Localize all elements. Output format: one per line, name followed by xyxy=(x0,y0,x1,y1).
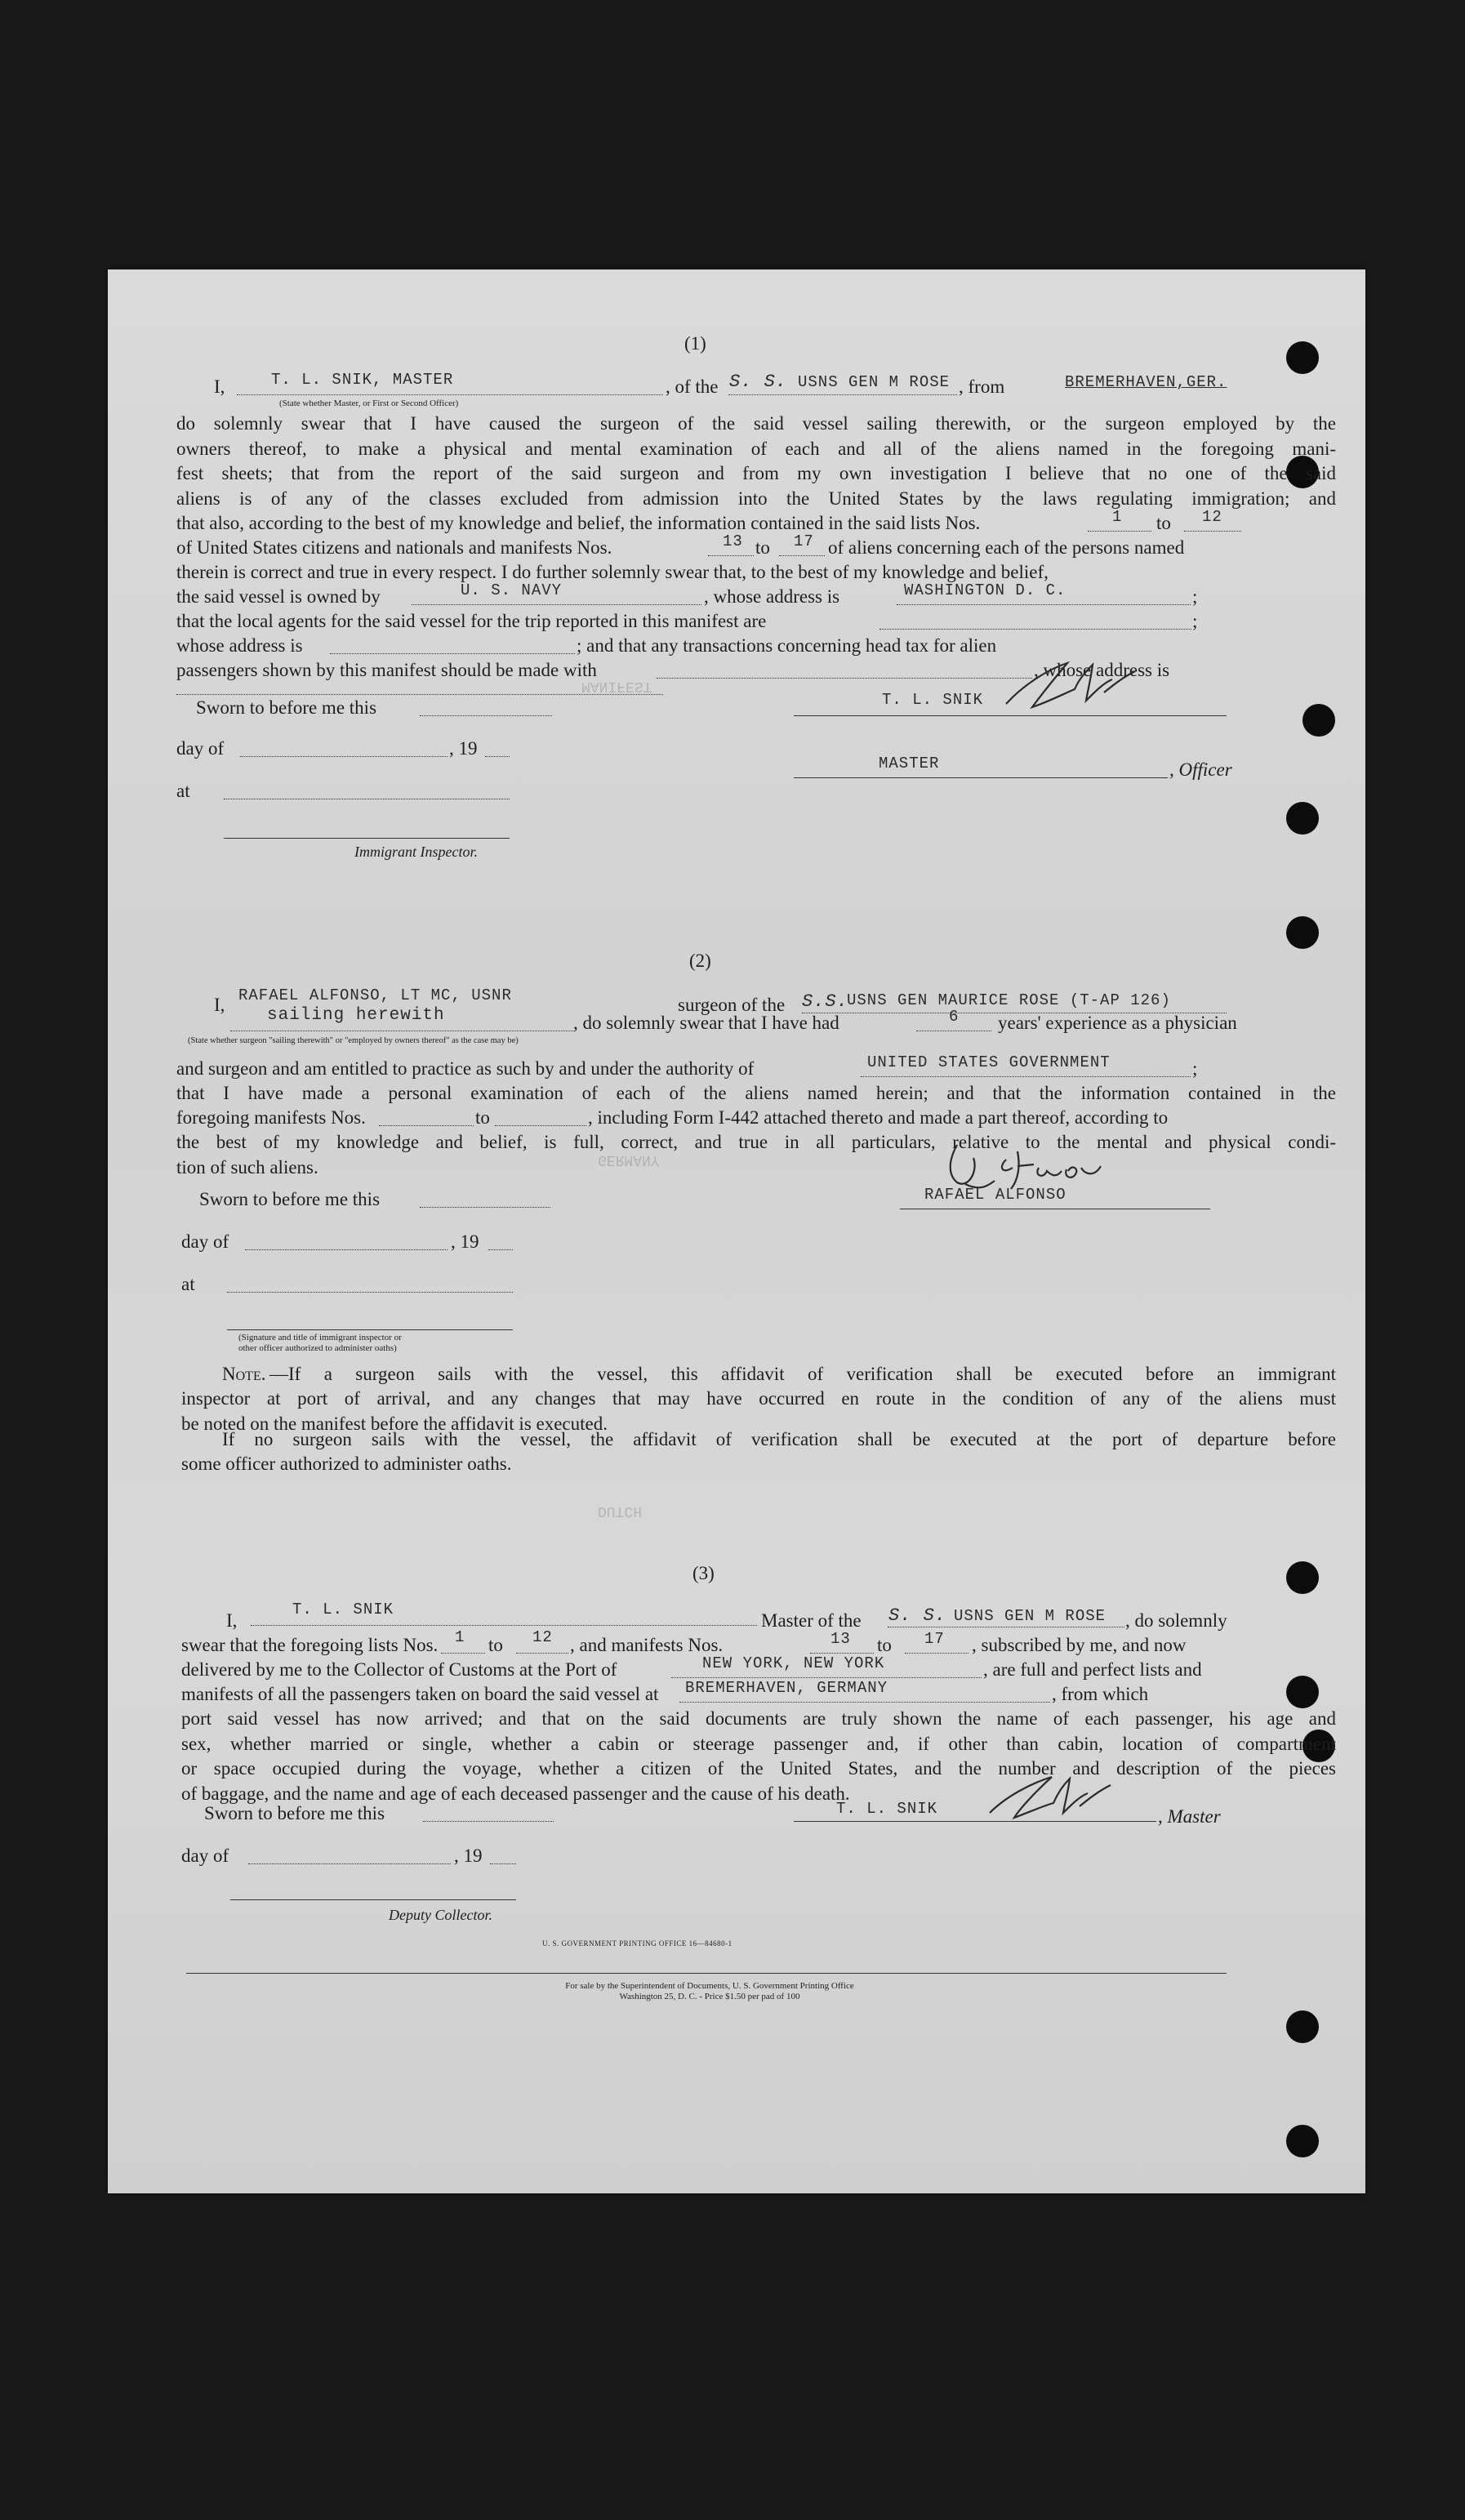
fill-line xyxy=(412,604,701,605)
fill-line xyxy=(488,1249,513,1250)
ss-mark: S. S. xyxy=(888,1605,947,1626)
sig-caption: other officer authorized to administer oaths) xyxy=(238,1343,397,1353)
oath-line: whose address is xyxy=(176,635,303,656)
oath-line: that the local agents for the said vessel for the trip reported in this manifest are xyxy=(176,611,767,631)
ss-mark: S.S. xyxy=(802,991,848,1012)
fill-line xyxy=(1184,531,1241,532)
manifests-to-field: 17 xyxy=(794,532,814,550)
oath-line: , whose address is xyxy=(704,586,840,607)
oath-line: foregoing manifests Nos. xyxy=(176,1107,366,1128)
i-prefix: I, xyxy=(214,995,225,1015)
manifests-to-field: 17 xyxy=(924,1630,945,1648)
vessel-name-field: USNS GEN M ROSE xyxy=(798,373,951,391)
oath-line: the best of my knowledge and belief, is full, correct, and true in all particulars, relative to the mental and physical condi- xyxy=(176,1132,1336,1152)
binder-hole xyxy=(1286,2010,1319,2043)
master-name-field: T. L. SNIK, MASTER xyxy=(271,371,454,389)
manifest-page xyxy=(108,269,1365,2193)
fill-line xyxy=(420,715,552,716)
fill-line xyxy=(176,694,663,695)
fill-line xyxy=(879,629,1191,630)
footer-rule xyxy=(186,1973,1227,1974)
lists-from-field: 1 xyxy=(1112,508,1123,526)
bleed-through-mark: DUTCH xyxy=(598,1503,643,1519)
port-field: NEW YORK, NEW YORK xyxy=(702,1654,885,1672)
day-of-label: day of xyxy=(176,738,225,759)
officer-label: , Officer xyxy=(1169,759,1232,780)
binder-hole xyxy=(1286,2125,1319,2157)
master-label: , Master xyxy=(1158,1806,1221,1827)
sworn-label: Sworn to before me this xyxy=(199,1189,381,1209)
deputy-label: Deputy Collector. xyxy=(389,1907,492,1923)
master-signer-typed: T. L. SNIK xyxy=(836,1800,938,1818)
year-label: , 19 xyxy=(454,1845,483,1866)
master-signature xyxy=(990,653,1145,719)
oath-line: tion of such aliens. xyxy=(176,1156,318,1178)
fill-line xyxy=(708,555,754,556)
bleed-through-mark: GERMANY xyxy=(598,1151,660,1168)
inspector-label: Immigrant Inspector. xyxy=(354,844,478,860)
sworn-label: Sworn to before me this xyxy=(204,1803,385,1823)
do-solemnly-label: , do solemnly xyxy=(1125,1610,1227,1631)
oath-paragraph xyxy=(176,1130,1336,1180)
fill-line xyxy=(240,756,448,757)
fill-line xyxy=(728,394,957,395)
note-label: Note. xyxy=(222,1364,266,1384)
surgeon-caption: (State whether surgeon "sailing therewith" or "employed by owners thereof" as the case may be) xyxy=(188,1036,519,1045)
master-signature xyxy=(957,1764,1120,1829)
surgeon-status-field: sailing herewith xyxy=(267,1006,445,1025)
to-word: to xyxy=(755,537,770,558)
oath-line: sex, whether married or single, whether a cabin or steerage passenger and, if other than cabin, location of compartment xyxy=(181,1733,1336,1754)
to-word: to xyxy=(488,1635,503,1655)
oath-paragraph xyxy=(176,1081,1336,1106)
fill-line xyxy=(441,1653,485,1654)
fill-line xyxy=(861,1076,1191,1077)
section-number: (3) xyxy=(692,1563,715,1583)
binder-hole xyxy=(1286,802,1319,835)
section-number: (2) xyxy=(689,951,711,971)
day-of-label: day of xyxy=(181,1845,229,1866)
fill-line xyxy=(420,1207,550,1208)
fill-line xyxy=(657,678,1032,679)
signer-title-field: MASTER xyxy=(879,755,940,772)
oath-line: , do solemnly swear that I have had xyxy=(573,1013,839,1033)
oath-line: of United States citizens and nationals and manifests Nos. xyxy=(176,537,612,558)
signature-line xyxy=(227,1329,513,1330)
oath-line: , whose address is xyxy=(1034,660,1170,680)
oath-line: to xyxy=(475,1107,490,1128)
of-the-label: , of the xyxy=(666,376,719,397)
binder-hole xyxy=(1286,1676,1319,1708)
day-of-label: day of xyxy=(181,1231,229,1252)
oath-line: and surgeon and am entitled to practice as such by and under the authority of xyxy=(176,1058,755,1079)
fill-line xyxy=(679,1702,1050,1703)
fill-line xyxy=(490,1863,516,1864)
fill-line xyxy=(779,555,825,556)
lists-to-field: 12 xyxy=(532,1628,553,1646)
section-number: (1) xyxy=(684,333,706,354)
oath-line: that also, according to the best of my knowledge and belief, the information contained in the said lists Nos. xyxy=(176,513,981,533)
vessel-name-field: USNS GEN MAURICE ROSE (T-AP 126) xyxy=(847,991,1171,1009)
oath-paragraph xyxy=(176,412,1336,511)
years-field: 6 xyxy=(949,1008,960,1026)
owner-field: U. S. NAVY xyxy=(461,581,563,599)
surgeon-signer-typed: RAFAEL ALFONSO xyxy=(924,1186,1066,1204)
authority-field: UNITED STATES GOVERNMENT xyxy=(867,1053,1111,1071)
sale-notice: For sale by the Superintendent of Documents, U. S. Government Printing Office xyxy=(565,1981,854,1991)
oath-line: delivered by me to the Collector of Customs at the Port of xyxy=(181,1659,617,1680)
oath-line: of aliens concerning each of the persons named xyxy=(828,537,1185,558)
fill-line xyxy=(227,1292,513,1293)
to-word: to xyxy=(877,1635,892,1655)
lists-from-field: 1 xyxy=(455,1628,465,1646)
embark-port-field: BREMERHAVEN, GERMANY xyxy=(685,1679,888,1697)
i-prefix: I, xyxy=(214,376,225,397)
fill-line xyxy=(1088,531,1151,532)
oath-line: port said vessel has now arrived; and that on the said documents are truly shown the name of each passenger, his age and xyxy=(181,1708,1336,1729)
note-line: inspector at port of arrival, and any changes that may have occurred en route in the condition of any of the aliens must xyxy=(181,1388,1336,1409)
oath-line: therein is correct and true in every respect. I do further solemnly swear that, to the best of my knowledge and belief, xyxy=(176,562,1049,582)
gpo-imprint: U. S. GOVERNMENT PRINTING OFFICE 16—84680-1 xyxy=(542,1939,732,1948)
oath-line: the said vessel is owned by xyxy=(176,586,381,607)
fill-line xyxy=(330,653,575,654)
oath-line: , are full and perfect lists and xyxy=(983,1659,1202,1680)
signature-line xyxy=(224,838,510,839)
note-line: If no surgeon sails with the vessel, the affidavit of verification shall be executed at the port of departure before xyxy=(222,1429,1336,1449)
fill-line xyxy=(379,1125,474,1126)
oath-line: ; and that any transactions concerning head tax for alien xyxy=(577,635,997,656)
oath-line: aliens is of any of the classes excluded from admission into the United States by the laws regulating immigration; and xyxy=(176,488,1336,509)
fill-line xyxy=(251,1625,757,1626)
title-caption: (State whether Master, or First or Second Officer) xyxy=(279,398,459,408)
oath-paragraph xyxy=(181,1707,1336,1806)
fill-line xyxy=(485,756,510,757)
binder-hole xyxy=(1286,1561,1319,1594)
binder-hole xyxy=(1286,916,1319,949)
fill-line xyxy=(810,1653,874,1654)
oath-line: owners thereof, to make a physical and mental examination of each and all of the aliens named in the foregoing mani- xyxy=(176,438,1336,459)
oath-line: that I have made a personal examination of each of the aliens named herein; and that the information contained in the xyxy=(176,1083,1336,1103)
oath-line: manifests of all the passengers taken on board the said vessel at xyxy=(181,1684,659,1704)
fill-line xyxy=(905,1653,969,1654)
oath-line: or space occupied during the voyage, whether a citizen of the United States, and the number and description of the pieces xyxy=(181,1758,1336,1779)
from-port-field: BREMERHAVEN,GER. xyxy=(1065,373,1227,391)
semicolon: ; xyxy=(1192,1058,1198,1079)
sworn-label: Sworn to before me this xyxy=(196,697,377,718)
semicolon: ; xyxy=(1192,586,1198,607)
fill-line xyxy=(897,604,1191,605)
fill-line xyxy=(516,1653,568,1654)
fill-line xyxy=(495,1125,586,1126)
oath-line: , and manifests Nos. xyxy=(570,1635,724,1655)
year-label: , 19 xyxy=(449,738,478,759)
at-label: at xyxy=(176,781,190,801)
oath-line: , from which xyxy=(1052,1684,1149,1704)
oath-line: years' experience as a physician xyxy=(998,1013,1237,1033)
signature-line xyxy=(230,1899,516,1900)
master-signer-typed: T. L. SNIK xyxy=(882,691,984,709)
oath-line: swear that the foregoing lists Nos. xyxy=(181,1635,439,1655)
oath-line: passengers shown by this manifest should be made with xyxy=(176,660,597,680)
ss-mark: S. S. xyxy=(729,372,788,392)
year-label: , 19 xyxy=(451,1231,479,1252)
sale-notice: Washington 25, D. C. - Price $1.50 per pad of 100 xyxy=(619,1992,800,2001)
master-name-field: T. L. SNIK xyxy=(292,1601,394,1618)
manifests-from-field: 13 xyxy=(830,1630,851,1648)
note-line: —If a surgeon sails with the vessel, this affidavit of verification shall be executed before an immigrant xyxy=(269,1364,1336,1384)
note-line: some officer authorized to administer oaths. xyxy=(181,1454,512,1474)
fill-line xyxy=(671,1677,982,1678)
oath-line: of baggage, and the name and age of each deceased passenger and the cause of his death. xyxy=(181,1783,850,1804)
fill-line xyxy=(248,1863,451,1864)
binder-hole xyxy=(1302,704,1335,737)
vessel-name-field: USNS GEN M ROSE xyxy=(954,1607,1107,1625)
oath-line: , including Form I-442 attached thereto and made a part thereof, according to xyxy=(588,1107,1169,1128)
semicolon: ; xyxy=(1192,611,1198,631)
surgeon-signature xyxy=(933,1135,1120,1200)
fill-line xyxy=(423,1821,554,1822)
oath-line: , subscribed by me, and now xyxy=(972,1635,1187,1655)
to-word: to xyxy=(1156,513,1171,533)
oath-line: do solemnly swear that I have caused the surgeon of the said vessel sailing therewith, or the surgeon employed by the xyxy=(176,413,1336,434)
fill-line xyxy=(237,394,663,395)
note-line: be noted on the manifest before the affidavit is executed. xyxy=(181,1413,608,1434)
surgeon-name-field: RAFAEL ALFONSO, LT MC, USNR xyxy=(238,986,512,1004)
owner-address-field: WASHINGTON D. C. xyxy=(904,581,1066,599)
i-prefix: I, xyxy=(226,1610,238,1631)
surgeon-of-label: surgeon of the xyxy=(678,995,786,1015)
fill-line xyxy=(245,1249,448,1250)
binder-hole xyxy=(1286,341,1319,374)
sig-caption: (Signature and title of immigrant inspector or xyxy=(238,1333,402,1342)
from-label: , from xyxy=(959,376,1005,397)
oath-line: fest sheets; that from the report of the said surgeon and from my own investigation I believe that no one of the said xyxy=(176,463,1336,483)
lists-to-field: 12 xyxy=(1202,508,1222,526)
master-of-label: Master of the xyxy=(761,1610,862,1631)
signature-line xyxy=(794,777,1168,778)
manifests-from-field: 13 xyxy=(723,532,743,550)
at-label: at xyxy=(181,1274,195,1294)
bleed-through-mark: MANIFEST xyxy=(581,678,652,694)
